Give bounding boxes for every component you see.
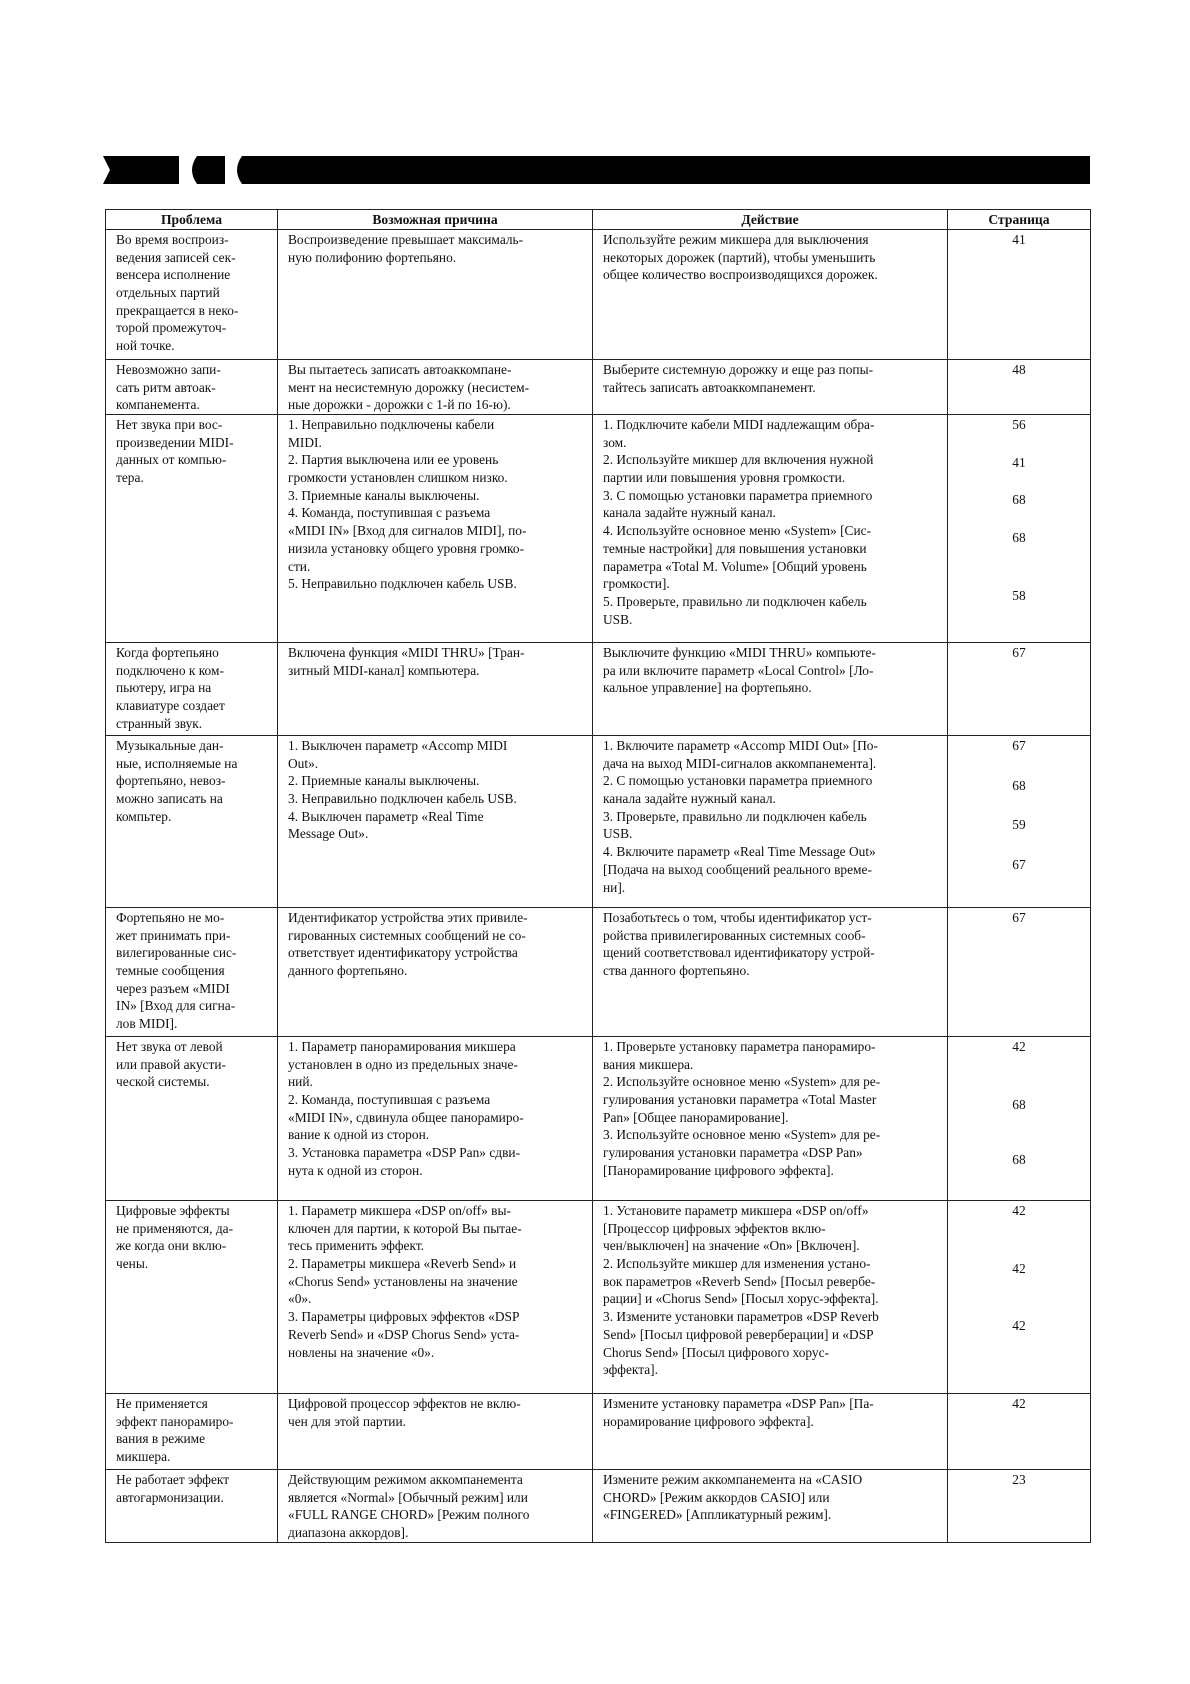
troubleshooting-table (105, 209, 1091, 1543)
action-item: 1. Проверьте установку параметра панорамиро- вания микшера. (603, 1039, 876, 1072)
page-number: 42 (1012, 1396, 1026, 1411)
page-number: 68 (1012, 530, 1026, 546)
cause-item: 3. Параметры цифровых эффектов «DSP Reverb Send» и «DSP Chorus Send» уста- новлены на значение «0». (288, 1309, 520, 1360)
page-number: 42 (1012, 1203, 1026, 1218)
problem-text: Цифровые эффекты не применяются, да- же когда они вклю- чены. (116, 1203, 234, 1272)
action-cell (593, 1394, 948, 1470)
cause-cell (278, 415, 593, 643)
cause-cell (278, 1470, 593, 1543)
action-item: 4. Включите параметр «Real Time Message Out» [Подача на выход сообщений реального време- ни]. (603, 844, 876, 895)
action-cell (593, 736, 948, 908)
cause-item: 2. Партия выключена или ее уровень громкости установлен слишком низко. (288, 452, 508, 486)
problem-cell (106, 643, 278, 736)
action-item: Выберите системную дорожку и еще раз попы- тайтесь записать автоаккомпанемент. (603, 361, 874, 395)
page-number: 67 (1012, 910, 1026, 925)
problem-text: Фортепьяно не мо- жет принимать при- вилегированные сис- темные сообщения через разъем «MIDI IN» [Вход для сигна- лов MIDI]. (116, 910, 237, 1032)
cause-item: 1. Параметр панорамирования микшера установлен в одно из предельных значе- ний. (288, 1039, 518, 1090)
action-item: 4. Используйте основное меню «System» [Сис- темные настройки] для повышения установки параметра «Total M. Volume» [Общий уровень громкости]. (603, 523, 872, 592)
column-header-cause: Возможная причина (278, 210, 593, 230)
action-item: Выключите функцию «MIDI THRU» компьюте- ра или включите параметр «Local Control» [Ло- кальное управление] на фортепьяно. (603, 645, 876, 696)
cause-cell (278, 1394, 593, 1470)
problem-text: Нет звука от левой или правой акусти- ческой системы. (116, 1039, 226, 1090)
action-item: 1. Подключите кабели MIDI надлежащим обра- зом. (603, 417, 875, 450)
action-cell (593, 908, 948, 1037)
action-item: Измените установку параметра «DSP Pan» [Па- норамирование цифрового эффекта]. (603, 1396, 874, 1429)
column-header-page: Страница (948, 210, 1091, 230)
page-number: 67 (1012, 645, 1026, 660)
problem-text: Не применяется эффект панорамиро- вания в режиме микшера. (116, 1396, 234, 1465)
cause-cell (278, 908, 593, 1037)
problem-cell (106, 229, 278, 359)
table-row (106, 415, 1091, 643)
action-item: 1. Включите параметр «Accomp MIDI Out» [По- дача на выход MIDI-сигналов аккомпанемента]. (603, 738, 878, 771)
action-item: 3. Измените установки параметров «DSP Reverb Send» [Посыл цифровой реверберации] и «DSP Chorus Send» [Посыл цифрового хорус- эффекта]. (603, 1309, 879, 1378)
action-cell (593, 229, 948, 359)
action-cell (593, 1201, 948, 1394)
problem-cell (106, 1470, 278, 1543)
table-row (106, 643, 1091, 736)
table-row (106, 1394, 1091, 1470)
cause-item: 4. Команда, поступившая с разъема «MIDI IN» [Вход для сигналов MIDI], по- низила установку общего уровня громко- сти. (288, 505, 527, 574)
page-number: 41 (1012, 231, 1026, 247)
table-row (106, 1037, 1091, 1201)
cause-item: Идентификатор устройства этих привиле- гированных системных сообщений не со- ответствует идентификатору устройства данного фортепьяно. (288, 910, 528, 979)
header-bar-middle-segment (192, 156, 225, 184)
action-item: 2. Используйте микшер для изменения устано- вок параметров «Reverb Send» [Посыл ревербе- рации] и «Chorus Send» [Посыл хорус-эффекта]. (603, 1256, 879, 1307)
problem-cell (106, 1201, 278, 1394)
action-item: Позаботьтесь о том, чтобы идентификатор уст- ройства привилегированных системных сооб- щений соответствовал идентификатору устрой- ства данного фортепьяно. (603, 910, 875, 979)
header-bar-right-segment (237, 156, 1090, 184)
problem-text: Не работает эффект автогармонизации. (116, 1472, 230, 1505)
action-item: 3. С помощью установки параметра приемного канала задайте нужный канал. (603, 487, 873, 521)
action-item: 3. Используйте основное меню «System» для ре- гулирования установки параметра «DSP Pan» [Панорамирование цифрового эффекта]. (603, 1127, 881, 1178)
section-header-bar (103, 156, 1090, 184)
page-cell (948, 1037, 1091, 1201)
page-number: 68 (1012, 1096, 1026, 1112)
page-number: 68 (1012, 777, 1026, 793)
page-cell (948, 415, 1091, 643)
page-cell (948, 643, 1091, 736)
action-cell (593, 359, 948, 414)
problem-cell (106, 415, 278, 643)
cause-item: 3. Установка параметра «DSP Pan» сдви- нута к одной из сторон. (288, 1145, 521, 1178)
cause-cell (278, 1037, 593, 1201)
problem-text: Во время воспроиз- ведения записей сек- венсера исполнение отдельных партий прекращается в неко- торой промежуточ- ной точке. (116, 231, 239, 354)
page-cell (948, 736, 1091, 908)
page-cell (948, 229, 1091, 359)
action-item: 2. Используйте основное меню «System» для ре- гулирования установки параметра «Total Master Pan» [Общее панорамирование]. (603, 1074, 881, 1125)
action-item: Измените режим аккомпанемента на «CASIO CHORD» [Режим аккордов CASIO] или «FINGERED» [Аппликатурный режим]. (603, 1472, 863, 1523)
table-row (106, 229, 1091, 359)
cause-item: Вы пытаетесь записать автоаккомпане- мент на несистемную дорожку (несистем- ные дорожки - дорожки с 1-й по 16-ю). (288, 361, 530, 413)
action-cell (593, 1470, 948, 1543)
action-cell (593, 415, 948, 643)
column-header-action: Действие (593, 210, 948, 230)
cause-item: 1. Неправильно подключены кабели MIDI. (288, 417, 495, 450)
action-item: Используйте режим микшера для выключения некоторых дорожек (партий), чтобы уменьшить общее количество воспроизводящихся дорожек. (603, 231, 878, 283)
page-cell (948, 908, 1091, 1037)
page-cell (948, 1394, 1091, 1470)
page-cell (948, 1201, 1091, 1394)
cause-item: Цифровой процессор эффектов не вклю- чен для этой партии. (288, 1396, 521, 1429)
cause-item: 5. Неправильно подключен кабель USB. (288, 576, 517, 592)
cause-item: 3. Неправильно подключен кабель USB. (288, 791, 517, 807)
problem-cell (106, 736, 278, 908)
header-bar-left-segment (103, 156, 179, 184)
action-cell (593, 643, 948, 736)
problem-text: Невозможно запи- сать ритм автоак- компанемента. (116, 361, 221, 413)
action-item: 3. Проверьте, правильно ли подключен кабель USB. (603, 808, 867, 842)
cause-item: Воспроизведение превышает максималь- ную полифонию фортепьяно. (288, 231, 524, 265)
problem-cell (106, 1394, 278, 1470)
cause-cell (278, 359, 593, 414)
cause-cell (278, 643, 593, 736)
page-number: 42 (1012, 1039, 1026, 1054)
page-number: 41 (1012, 454, 1026, 470)
table-row (106, 736, 1091, 908)
cause-item: 3. Приемные каналы выключены. (288, 487, 480, 503)
problem-text: Нет звука при вос- произведении MIDI- данных от компью- тера. (116, 417, 234, 486)
page-number: 42 (1012, 1318, 1026, 1334)
action-item: 2. С помощью установки параметра приемного канала задайте нужный канал. (603, 773, 873, 807)
action-cell (593, 1037, 948, 1201)
page-number: 68 (1012, 1152, 1026, 1168)
action-item: 1. Установите параметр микшера «DSP on/off» [Процессор цифровых эффектов вклю- чен/выключен] на значение «On» [Включен]. (603, 1203, 869, 1254)
page-number: 68 (1012, 492, 1026, 508)
problem-cell (106, 908, 278, 1037)
cause-item: Действующим режимом аккомпанемента является «Normal» [Обычный режим] или «FULL RANGE CHORD» [Режим полного диапазона аккордов]. (288, 1472, 530, 1541)
problem-cell (106, 1037, 278, 1201)
page-number: 67 (1012, 857, 1026, 873)
page-number: 42 (1012, 1260, 1026, 1276)
page-cell (948, 1470, 1091, 1543)
action-item: 5. Проверьте, правильно ли подключен кабель USB. (603, 593, 867, 627)
cause-cell (278, 229, 593, 359)
cause-item: 1. Параметр микшера «DSP on/off» вы- ключен для партии, к которой Вы пытае- тесь применить эффект. (288, 1203, 522, 1254)
page-number: 58 (1012, 587, 1026, 603)
cause-cell (278, 1201, 593, 1394)
page-cell (948, 359, 1091, 414)
page-number: 23 (1012, 1472, 1026, 1487)
cause-item: 2. Команда, поступившая с разъема «MIDI IN», сдвинула общее панорамиро- вание к одной из сторон. (288, 1092, 524, 1143)
cause-cell (278, 736, 593, 908)
table-row (106, 359, 1091, 414)
problem-text: Когда фортепьяно подключено к ком- пьютеру, игра на клавиатуре создает странный звук. (116, 645, 225, 731)
cause-item: 2. Параметры микшера «Reverb Send» и «Chorus Send» установлены на значение «0». (288, 1256, 518, 1307)
page-number: 67 (1012, 738, 1026, 753)
table-header-row (106, 210, 1091, 230)
problem-text: Музыкальные дан- ные, исполняемые на фортепьяно, невоз- можно записать на компьтер. (116, 738, 238, 824)
cause-item: 4. Выключен параметр «Real Time Message Out». (288, 808, 484, 842)
cause-item: 1. Выключен параметр «Accomp MIDI Out». (288, 738, 508, 771)
column-header-problem: Проблема (106, 210, 278, 230)
table-row (106, 1201, 1091, 1394)
cause-item: Включена функция «MIDI THRU» [Тран- зитный MIDI-канал] компьютера. (288, 645, 525, 678)
problem-cell (106, 359, 278, 414)
page-number: 56 (1012, 417, 1026, 432)
table-row (106, 1470, 1091, 1543)
cause-item: 2. Приемные каналы выключены. (288, 773, 480, 789)
header-bar-graphic (103, 156, 1090, 184)
page-number: 48 (1012, 361, 1026, 377)
action-item: 2. Используйте микшер для включения нужной партии или повышения уровня громкости. (603, 452, 874, 486)
table-body (106, 229, 1091, 1542)
page-number: 59 (1012, 817, 1026, 833)
table-row (106, 908, 1091, 1037)
